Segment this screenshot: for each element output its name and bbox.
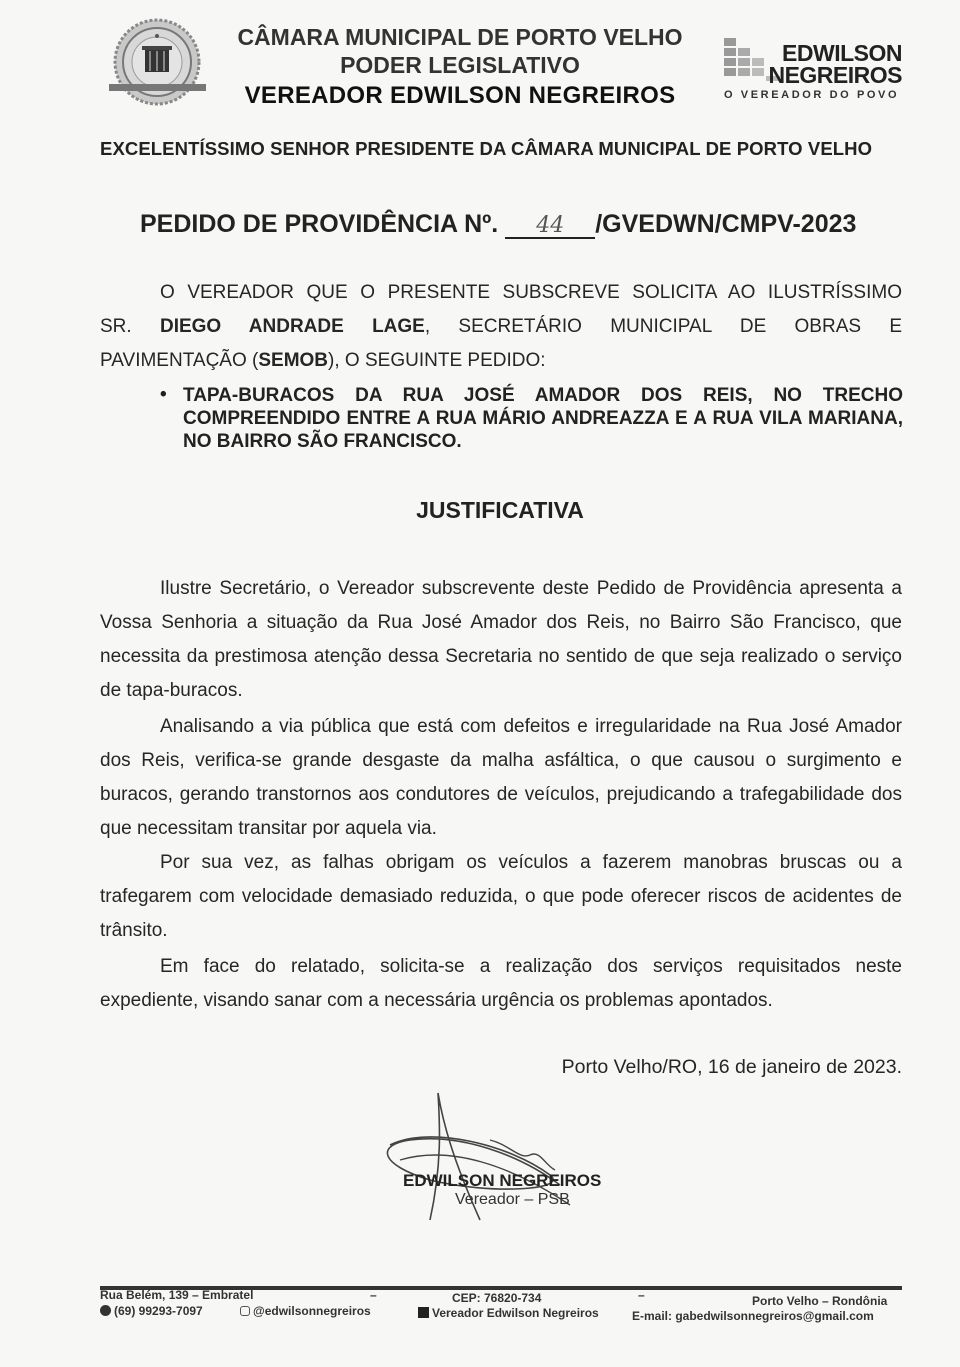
logo-name-first: EDWILSON: [782, 40, 902, 66]
facebook-icon: [418, 1307, 429, 1318]
date-line: Porto Velho/RO, 16 de janeiro de 2023.: [561, 1056, 902, 1078]
footer-separator: –: [370, 1288, 377, 1302]
addressee: EXCELENTÍSSIMO SENHOR PRESIDENTE DA CÂMARA MUNICIPAL DE PORTO VELHO: [100, 138, 873, 159]
secretary-title: , SECRETÁRIO MUNICIPAL DE OBRAS E: [424, 316, 903, 337]
header-councilor: VEREADOR EDWILSON NEGREIROS: [244, 82, 676, 109]
justification-paragraph: Em face do relatado, solicita-se a realização dos serviços requisitados neste expediente, visando sanar com a necessária urgência os problemas apontados.: [100, 956, 902, 1011]
title-prefix: PEDIDO DE PROVIDÊNCIA Nº.: [140, 210, 499, 238]
instagram-icon: [240, 1306, 250, 1316]
facebook-page: Vereador Edwilson Negreiros: [432, 1306, 599, 1320]
justification-paragraph: Analisando a via pública que está com defeitos e irregularidade na Rua José Amador dos Reis, verifica-se grande desgaste da malha asfáltica, o que causou o surgimento e buracos, gerando transtornos aos condutores de veículos, prejudicando a trafegabilidade dos que necessitam transitar por aquela via.: [100, 716, 902, 839]
edwilson-logo: [720, 36, 910, 106]
footer-email: E-mail: gabedwilsonnegreiros@gmail.com: [632, 1309, 874, 1323]
justification-heading: JUSTIFICATIVA: [416, 497, 584, 523]
title-suffix: /GVEDWN/CMPV-2023: [595, 210, 857, 238]
secretary-name: DIEGO ANDRADE LAGE: [159, 316, 425, 337]
footer-city: Porto Velho – Rondônia: [752, 1294, 888, 1308]
header-chamber-name: CÂMARA MUNICIPAL DE PORTO VELHO: [237, 24, 683, 50]
dept-prefix: PAVIMENTAÇÃO (: [100, 350, 259, 371]
footer-phone: [100, 1304, 203, 1318]
justification-paragraph: Por sua vez, as falhas obrigam os veículos a fazerem manobras bruscas ou a trafegarem com velocidade demasiado reduzida, o que pode oferecer riscos de acidentes de trânsito.: [100, 852, 902, 941]
phone-number: (69) 99293-7097: [114, 1304, 203, 1318]
sr-label: SR.: [100, 316, 132, 337]
dept-acronym: SEMOB: [258, 350, 329, 371]
footer-address: Rua Belém, 139 – Embratel: [100, 1288, 254, 1302]
dept-suffix: ), O SEGUINTE PEDIDO:: [328, 350, 546, 371]
whatsapp-icon: [100, 1305, 111, 1316]
footer-cep: CEP: 76820-734: [452, 1291, 542, 1305]
instagram-handle: @edwilsonnegreiros: [253, 1304, 371, 1318]
request-intro-line2: [100, 310, 902, 344]
request-intro-line1: O VEREADOR QUE O PRESENTE SUBSCREVE SOLICITA AO ILUSTRÍSSIMO: [160, 282, 902, 303]
footer-facebook: [418, 1306, 599, 1320]
footer-instagram: [240, 1304, 371, 1318]
header-branch: PODER LEGISLATIVO: [340, 52, 580, 78]
bullet-icon: •: [160, 384, 167, 405]
signatory-name: EDWILSON NEGREIROS: [403, 1171, 602, 1190]
signatory-role: Vereador – PSB: [455, 1191, 570, 1208]
request-number: 44: [505, 215, 595, 239]
camara-seal-logo: [105, 14, 210, 114]
footer-separator: –: [638, 1288, 645, 1302]
logo-name-last: NEGREIROS: [768, 62, 902, 88]
request-intro-line3: [100, 344, 902, 378]
justification-paragraph: Ilustre Secretário, o Vereador subscrevente deste Pedido de Providência apresenta a Vossa Senhoria a situação da Rua José Amador dos Reis, no Bairro São Francisco, que necessita da prestimosa atenção dessa Secretaria no sentido de que seja realizado o serviço de tapa-buracos.: [100, 578, 902, 701]
document-title: [140, 210, 856, 239]
logo-tagline: O VEREADOR DO POVO: [724, 89, 900, 101]
request-item: TAPA-BURACOS DA RUA JOSÉ AMADOR DOS REIS, NO TRECHO COMPREENDIDO ENTRE A RUA MÁRIO ANDREAZZA E A RUA VILA MARIANA, NO BAIRRO SÃO FRANCISCO.: [183, 385, 903, 452]
